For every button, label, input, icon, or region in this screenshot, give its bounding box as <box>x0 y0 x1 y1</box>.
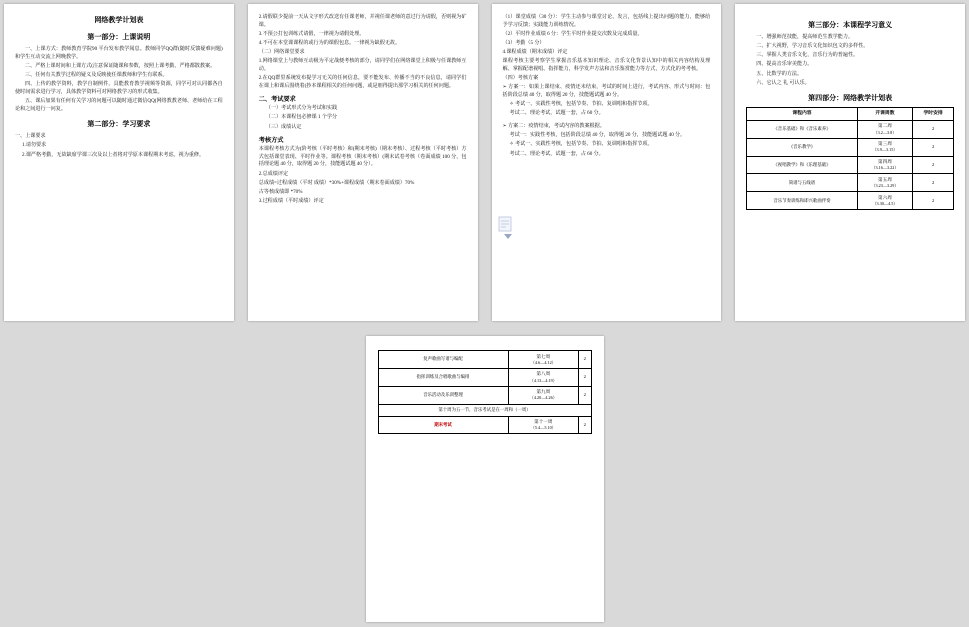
cell-hours: 2 <box>579 368 591 386</box>
plan-item: 考试二、理论考试，试题一套，占 60 分。 <box>509 150 604 157</box>
part1-paragraph-list <box>15 46 223 113</box>
paragraph: 本课程考核方式为(阶考核（平时考核）和(期末考核)（期末考核）、过程考核（平时考核）方式包括课堂表现、平时作业等。课程考核（期末考核）(期末试卷考核（卷面成绩 100 分，包括理论题 40 分，取得题 20 分，技能题试题 40 分）。 <box>258 146 467 168</box>
cell-course-name: 指挥训练及合唱歌曲与编排 <box>378 368 508 386</box>
document-page-row-bottom <box>0 336 969 622</box>
paragraph: 1.网络课堂上与教师互动极为平定战便考核的部分，请同学们在网络课堂上积极与任课教师互动。 <box>258 58 467 72</box>
cell-week-date: （3.30—4.5） <box>872 200 898 206</box>
cell-week-label: 第九周 <box>536 389 551 395</box>
cell-week-label: 第十一周 <box>534 419 553 425</box>
table-row <box>747 138 954 156</box>
cell-week <box>857 156 913 174</box>
cell-hours: 2 <box>579 351 591 369</box>
cell-week-label: 第七周 <box>536 353 551 359</box>
section-heading-exam: 二、考试要求 <box>258 96 296 104</box>
column-header-content: 课程内容 <box>747 108 857 120</box>
cell-note: 第十周为五一节，音乐考试是在一周和（一周） <box>378 404 591 416</box>
assessment-heading: 考核方式 <box>258 137 284 145</box>
paragraph: 4.不可在本堂课课程的或行为的课假包息。一律视为缺假无故。 <box>258 39 401 46</box>
exam-item: （一）考试形式分为考试和实践 <box>265 105 338 112</box>
cell-hours: 2 <box>913 192 954 210</box>
cell-week-label: 第五周 <box>878 176 892 182</box>
requirement-item: 1.请勿要求 <box>22 142 47 149</box>
cell-week-date: （5.4—5.10） <box>530 425 556 431</box>
grade-formula: 总成绩=过程成绩（平时 成绩）*30%+课程成绩（期末卷面成绩）70% <box>258 179 415 186</box>
cell-week-label: 第二周 <box>878 123 892 129</box>
subsection-heading: （四）考核方案 <box>502 74 539 81</box>
meaning-item: 四、提高音乐审美能力。 <box>756 61 813 68</box>
cell-week-date: （4.6—4.12） <box>530 359 556 365</box>
paragraph: 2.请假联少提前一天从文字形式改送有任课老师，并视任课老师的意过行为请假，否则视为矿课。 <box>258 14 467 28</box>
cell-course-name: 《音乐教学》 <box>747 138 857 156</box>
cell-week <box>508 351 579 369</box>
section-heading-part2: 第二部分：学习要求 <box>87 120 151 129</box>
paragraph: 二、严格上课时间和上课方式(注意保证随课和参数，按照上课考勤、严格都散教案。 <box>25 62 216 69</box>
plan-item: 考试二、理论考试，试题一套，占 60 分。 <box>509 110 604 117</box>
paragraph: （二）网络课堂要求 <box>258 49 305 56</box>
table-row <box>378 351 591 369</box>
cell-week <box>857 192 913 210</box>
document-page-5[interactable] <box>366 336 604 622</box>
cell-week-date: （4.13—4.19） <box>529 377 557 383</box>
grade-formula-note: 古等核成绩即 *70% <box>258 188 303 195</box>
document-page-3[interactable] <box>492 4 722 321</box>
cell-course-name: 音乐节奏训练和即兴歌曲伴奏 <box>747 192 857 210</box>
cell-week-date: （3.9—3.15） <box>872 147 898 153</box>
caret-down-icon <box>504 234 512 239</box>
grade-formula-note-2: 3.过程成绩（平时成绩）评定 <box>258 198 324 205</box>
paragraph: 一、上课方式：教师教育学院90 平台发布教学阅息。教师同学QQ群(随时反馈疑难问题)和学生互动交流上网晚教学。 <box>15 46 223 60</box>
paragraph: （3）考勤（5 分） <box>502 39 545 46</box>
cell-week <box>508 416 579 434</box>
column-header-week: 开课周数 <box>857 108 913 120</box>
table-row <box>378 404 591 416</box>
cell-week <box>857 138 913 156</box>
table-row <box>378 416 591 434</box>
cell-course-name: 《视唱教学》和《乐理基础》 <box>747 156 857 174</box>
paragraph: 课程考核主要考察学生掌握音乐基本知识理论、音乐文化背景认知中的相关内容结构及理解、掌握配谱视唱、指挥能力，科学发声方法和音乐鉴赏能力等方式，方式化的考考核。 <box>502 58 711 72</box>
cell-week-date: （3.2—3.8） <box>873 129 897 135</box>
teaching-plan-table-continued <box>378 350 592 434</box>
cell-week-date: （4.20—4.26） <box>529 395 557 401</box>
cell-course-name: 简谱与五线谱 <box>747 174 857 192</box>
document-page-4[interactable] <box>735 4 965 321</box>
section-heading-part4: 第四部分：网络教学计划表 <box>808 94 893 103</box>
meaning-item: 二、扩大视野，学习音乐文化知识包文的多样性。 <box>756 43 869 50</box>
plan-item: ➢ 方案一：如果上课结束、疫情还未结束，考试的时间上进行，考试内容、形式与时间：包括阶段总绩 40 分，取得题 20 分，技能题试题 40 分。 <box>502 84 711 98</box>
paragraph: 2.在QQ群里系统发布提学习无关的任何信息，要不能发布、传播不当的不良信息，请同学们在课上和课后围绕着(抄本课程相关的任何问题，或是朋得提出那学习相关的任何问题。 <box>258 74 467 89</box>
cell-hours: 2 <box>913 156 954 174</box>
paragraph: 2.总成绩评定 <box>258 170 289 177</box>
subsection-heading: 一、上课要求 <box>15 133 46 140</box>
meaning-item: 六、它认之 礼 可认乐。 <box>756 79 810 86</box>
cell-week-label: 第六周 <box>878 194 892 200</box>
paragraph: 四、上传的教学资料，教学自制例件，具能教育教学视频等资源，同学可对认同都各自使时间需求进行学习，具体教学资料可对网络教学习的形式收集。 <box>15 81 223 95</box>
cell-hours: 2 <box>913 174 954 192</box>
document-page-1[interactable] <box>4 4 234 321</box>
column-header-hours: 学时安排 <box>913 108 954 120</box>
plan-item: ✧ 考试一、实践性考核，包括节奏、节拍、复调唱和指挥节项。 <box>509 100 653 107</box>
meaning-item: 一、增强师范技能，提高师范生教学能力。 <box>756 34 854 40</box>
teaching-plan-table <box>746 107 954 210</box>
plan-item: ✧ 考试一、实践性考核，包括节奏、节拍、复调唱和指挥节项。 <box>509 141 653 148</box>
cell-hours: 2 <box>913 138 954 156</box>
cell-week-label: 第八周 <box>536 371 551 377</box>
table-row <box>747 120 954 138</box>
cell-course-name: 音乐活动及乐训整理 <box>378 386 508 404</box>
exam-item: （三）成绩认定 <box>265 123 302 130</box>
paragraph: 4.课程成绩（期末成绩）评定 <box>502 49 568 56</box>
cell-week-label: 第四周 <box>878 159 892 165</box>
cell-week-label: 第三周 <box>878 141 892 147</box>
document-page-2[interactable] <box>248 4 478 321</box>
meaning-item: 五、比数学的方法。 <box>756 70 803 77</box>
paragraph: 三、任何有关教学过程的疑义及反映使任课教师和学生有联系。 <box>25 72 168 79</box>
exam-item: （二）本课程包必修课 1 个学分 <box>265 114 338 121</box>
table-header-row <box>747 108 954 120</box>
paragraph: （1）课堂成绩（30 分）：学生主动参与课堂讨论、发言，包括线上提出问题的能力，能够给予学习反馈；实践能力训练情况。 <box>502 14 711 28</box>
cell-week <box>857 120 913 138</box>
table-row <box>747 192 954 210</box>
section-heading-part3: 第三部分：本课程学习意义 <box>808 21 893 29</box>
cell-week <box>508 386 579 404</box>
cell-week-date: （3.16—3.22） <box>871 165 899 171</box>
cell-hours: 2 <box>913 120 954 138</box>
cell-course-name: 复声歌曲写谱与编配 <box>378 351 508 369</box>
requirement-item: 2.课严格考勤，无故缺席学课三次及以上者将对学原本课程期末考虑。视为重修。 <box>22 151 205 158</box>
cell-week <box>857 174 913 192</box>
table-row <box>378 368 591 386</box>
plan-item: 考试一：实践性考核，包括阶段总绩 40 分，取得题 20 分，技能题试题 40 分。 <box>509 132 686 139</box>
page-subtitle: 网络教学计划表 <box>94 16 144 24</box>
document-page-row-top <box>0 4 969 321</box>
section-heading-part1: 第一部分：上课说明 <box>87 33 151 42</box>
plan-item: ➢ 方案二：疫情结束，考试内容的教案根据。 <box>502 123 605 130</box>
cell-week-date: （3.23—3.29） <box>871 183 899 189</box>
cell-course-name: 《音乐基础》和《音乐素养》 <box>747 120 857 138</box>
paragraph: （2）平时作业成绩 6 分：学生平时作业提交次数及完成质量。 <box>502 30 643 37</box>
table-row <box>747 174 954 192</box>
document-icon <box>498 216 512 232</box>
cell-hours: 2 <box>579 386 591 404</box>
cell-hours: 2 <box>579 416 591 434</box>
cell-course-name: 期末考试 <box>378 416 508 434</box>
table-row <box>747 156 954 174</box>
meaning-item: 三、掌握人类音乐文化，音乐行为的普遍性。 <box>756 52 859 59</box>
cell-week <box>508 368 579 386</box>
paragraph: 3.不预公打包训练式请假，一律视为请假处理。 <box>258 30 365 37</box>
paragraph: 五、课后加果有任何有关学习的问题可以随时通过微信QQ(网络教教老师、老师给在工程论和之间进行一问复。 <box>15 98 223 112</box>
table-row <box>378 386 591 404</box>
